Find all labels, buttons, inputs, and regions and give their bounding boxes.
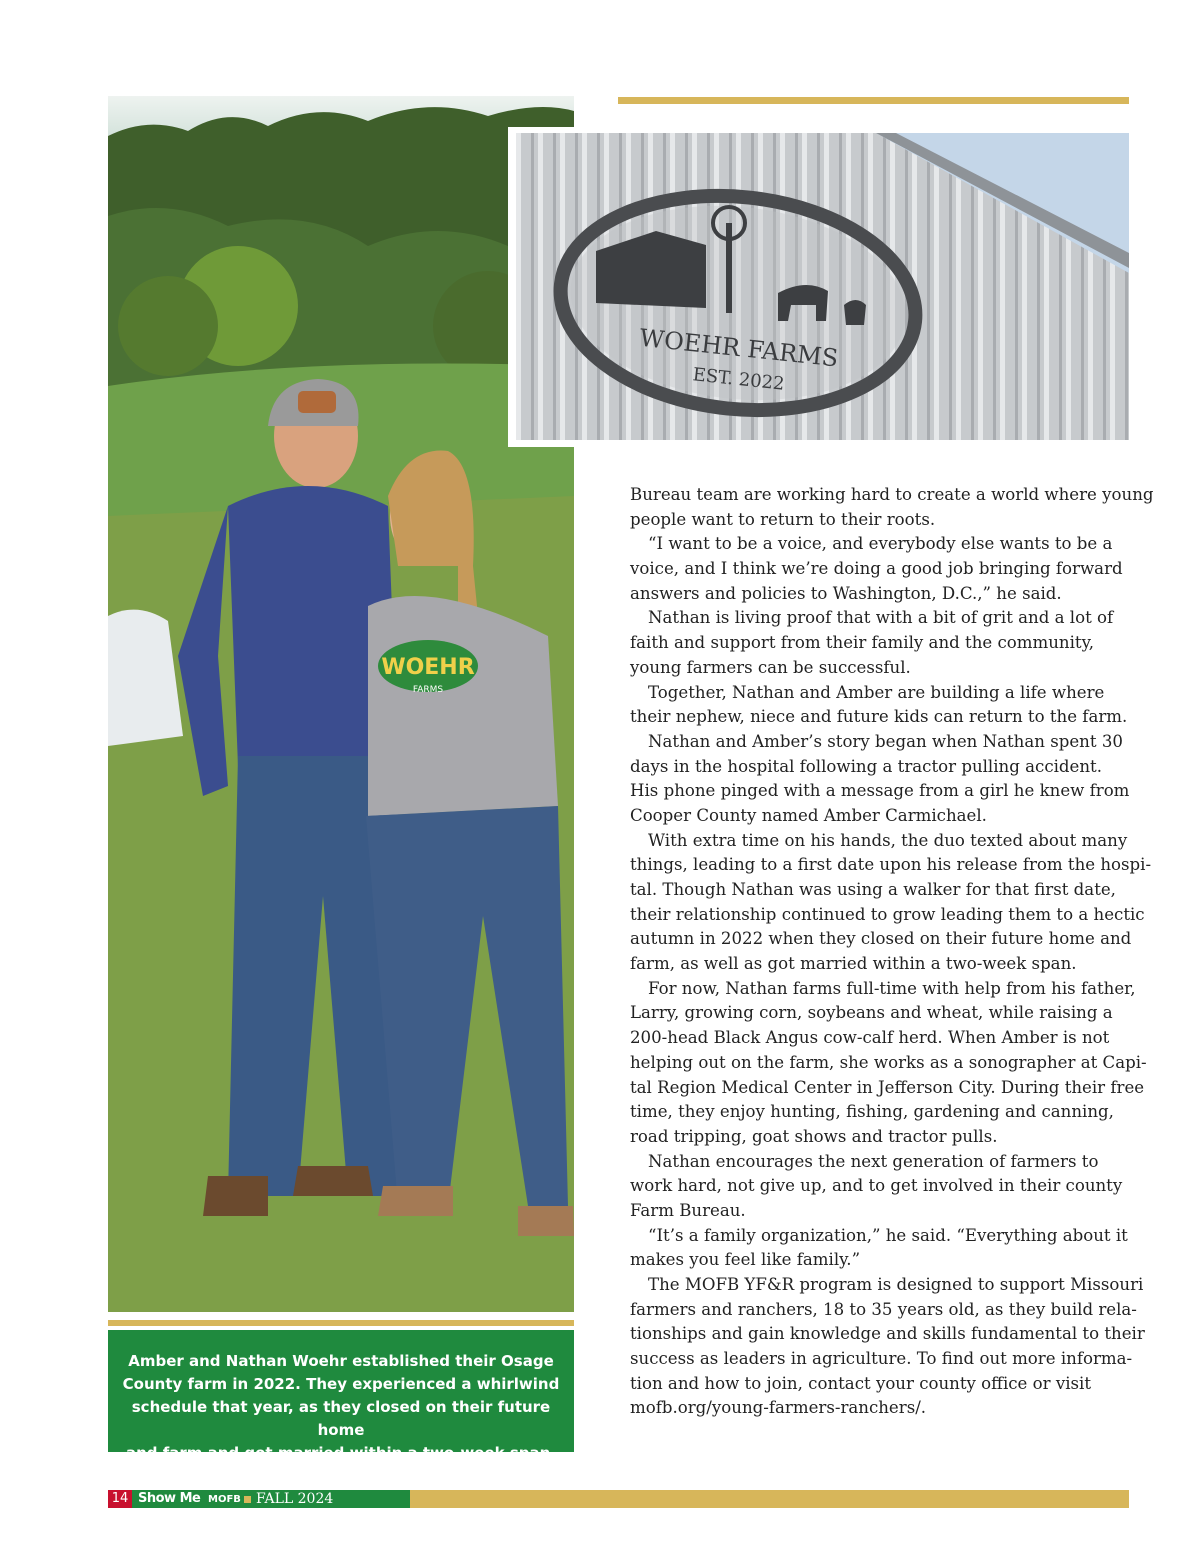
article-line: work hard, not give up, and to get involved in their county	[630, 1176, 1123, 1196]
article-line: Farm Bureau.	[630, 1200, 746, 1220]
article-line: Together, Nathan and Amber are building a life where	[648, 682, 1105, 702]
sign-farm-name: WOEHR FARMS	[638, 323, 840, 373]
article-line: makes you feel like family.”	[630, 1250, 861, 1270]
article-line: “I want to be a voice, and everybody else wants to be a	[648, 534, 1113, 554]
article-line: Nathan is living proof that with a bit of grit and a lot of	[648, 608, 1114, 628]
article-line: things, leading to a first date upon his release from the hospi-	[630, 855, 1152, 875]
article-body	[630, 483, 1154, 1421]
footer-separator-square	[244, 1496, 251, 1503]
article-line: mofb.org/young-farmers-ranchers/.	[630, 1398, 927, 1418]
article-line: Nathan encourages the next generation of farmers to	[648, 1151, 1099, 1171]
article-line: answers and policies to Washington, D.C.,” he said.	[630, 583, 1062, 603]
article-line: “It’s a family organization,” he said. “Everything about it	[648, 1225, 1128, 1245]
article-line: The MOFB YF&R program is designed to support Missouri	[648, 1275, 1144, 1294]
issue-date: FALL 2024	[256, 1491, 334, 1507]
article-line: 200-head Black Angus cow-calf herd. When Amber is not	[630, 1028, 1110, 1048]
magazine-title: Show Me	[138, 1491, 201, 1506]
page-footer	[108, 1490, 1129, 1508]
article-line: autumn in 2022 when they closed on their future home and	[630, 929, 1132, 949]
caption-line: and farm and got married within a two-week span.	[125, 1444, 557, 1462]
article-line: road tripping, goat shows and tractor pulls.	[630, 1126, 998, 1146]
article-line: tal Region Medical Center in Jefferson City. During their free	[630, 1077, 1145, 1097]
article-line: helping out on the farm, she works as a sonographer at Capi-	[630, 1052, 1147, 1072]
article-line: people want to return to their roots.	[630, 509, 936, 529]
article-line: Bureau team are working hard to create a world where young	[630, 485, 1154, 504]
top-gold-rule	[618, 97, 1129, 104]
page-number: 14	[108, 1490, 132, 1508]
org-name: MOFB	[208, 1494, 241, 1505]
article-line: Cooper County named Amber Carmichael.	[630, 805, 987, 825]
farm-sign-photo	[516, 133, 1129, 440]
article-line: faith and support from their family and the community,	[630, 633, 1095, 653]
caption-gold-rule	[108, 1320, 574, 1326]
article-line: their relationship continued to grow leading them to a hectic	[630, 904, 1145, 924]
article-line: With extra time on his hands, the duo texted about many	[648, 830, 1128, 850]
article-line: Nathan and Amber’s story began when Nathan spent 30	[648, 731, 1123, 751]
article-line: farmers and ranchers, 18 to 35 years old, as they build rela-	[630, 1299, 1137, 1319]
article-line: tion and how to join, contact your county office or visit	[630, 1373, 1092, 1393]
shirt-logo-brand: WOEHR	[381, 655, 475, 680]
article-line: tal. Though Nathan was using a walker for that first date,	[630, 880, 1116, 899]
caption-line: County farm in 2022. They experienced a whirlwind	[122, 1375, 560, 1393]
article-line: success as leaders in agriculture. To find out more informa-	[630, 1349, 1133, 1369]
article-line: days in the hospital following a tractor pulling accident.	[630, 756, 1102, 776]
couple-photo	[108, 96, 574, 1312]
article-line: tionships and gain knowledge and skills fundamental to their	[630, 1324, 1145, 1344]
photo-caption	[108, 1330, 574, 1462]
footer-gold-band	[410, 1490, 1129, 1508]
article-line: young farmers can be successful.	[630, 657, 911, 677]
article-line: farm, as well as got married within a two-week span.	[630, 954, 1077, 974]
caption-line: schedule that year, as they closed on their future home	[131, 1398, 551, 1439]
article-line: voice, and I think we’re doing a good job bringing forward	[630, 559, 1123, 579]
caption-line: Amber and Nathan Woehr established their Osage	[128, 1352, 554, 1370]
article-line: Larry, growing corn, soybeans and wheat, while raising a	[630, 1003, 1113, 1023]
article-line: their nephew, niece and future kids can return to the farm.	[630, 707, 1128, 727]
article-line: His phone pinged with a message from a girl he knew from	[630, 781, 1130, 801]
article-line: time, they enjoy hunting, fishing, gardening and canning,	[630, 1102, 1114, 1122]
shirt-logo-farms: FARMS	[412, 685, 444, 695]
sign-est-year: EST. 2022	[691, 364, 786, 395]
article-line: For now, Nathan farms full-time with help from his father,	[648, 978, 1136, 998]
